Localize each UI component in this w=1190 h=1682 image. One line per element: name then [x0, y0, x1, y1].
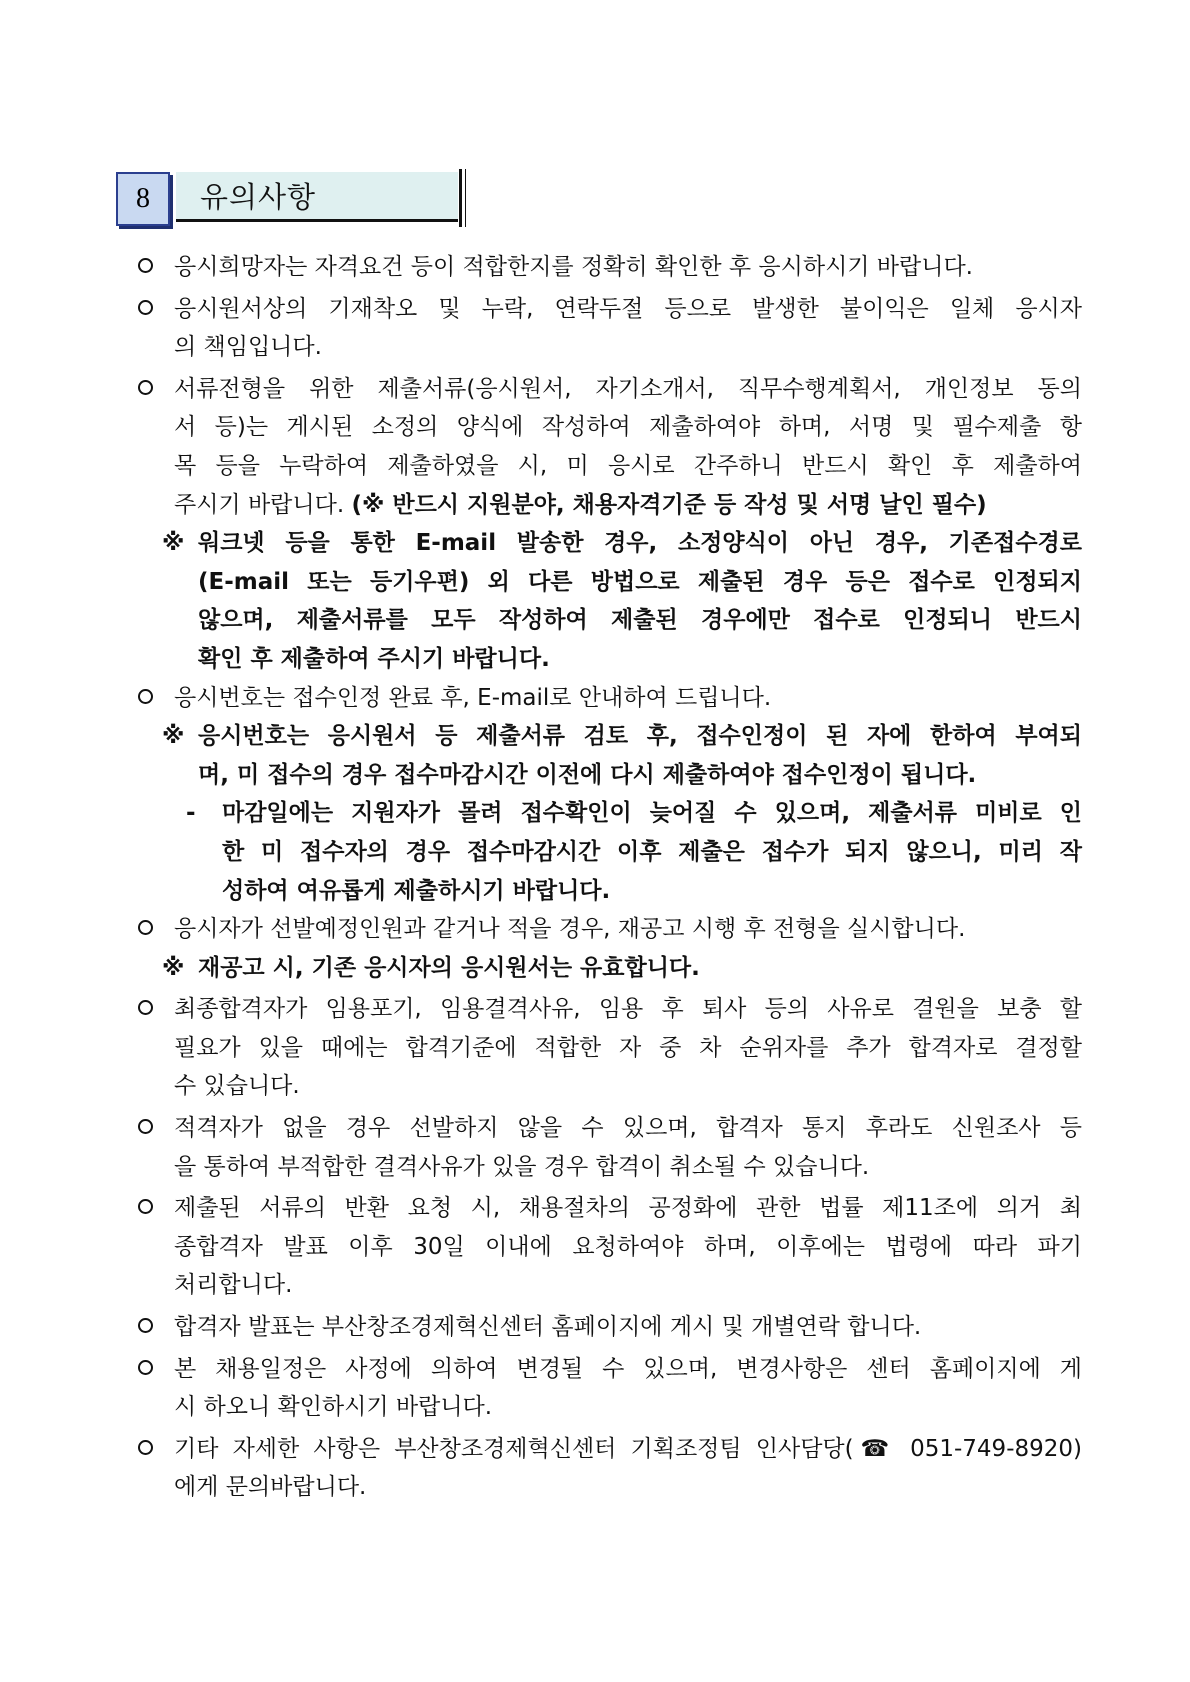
list-item: 적격자가 없을 경우 선발하지 않을 수 있으며, 합격자 통지 후라도 신원조사 등 을 통하여 부적합한 결격사유가 있을 경우 합격이 취소될 수 있습니다.	[138, 1109, 1082, 1186]
emphasis-note: ※ 재공고 시, 기존 응시자의 응시원서는 유효합니다.	[138, 949, 1082, 988]
section-number: 8	[116, 172, 170, 226]
circle-bullet-icon	[138, 920, 153, 935]
list-item: 응시자가 선발예정인원과 같거나 적을 경우, 재공고 시행 후 전형을 실시합니다.	[138, 910, 1082, 949]
title-divider-thin	[465, 169, 466, 227]
circle-bullet-icon	[138, 1119, 153, 1134]
circle-bullet-icon	[138, 1440, 153, 1455]
list-item: 응시번호는 접수인정 완료 후, E-mail로 안내하여 드립니다.	[138, 679, 1082, 718]
emphasis-note: ※ 응시번호는 응시원서 등 제출서류 검토 후, 접수인정이 된 자에 한하여 부여되 며, 미 접수의 경우 접수마감시간 이전에 다시 제출하여야 접수인정이 됩니다.	[138, 717, 1082, 794]
circle-bullet-icon	[138, 1199, 153, 1214]
list-item: 서류전형을 위한 제출서류(응시원서, 자기소개서, 직무수행계획서, 개인정보 동의 서 등)는 게시된 소정의 양식에 작성하여 제출하여야 하며, 서명 및 필수제출 항 목 등을 누락하여 제출하였을 시, 미 응시로 간주하니 반드시 확인 후 제출하여 주시기 바랍니다. (※ 반드시 지원분야, 채용자격기준 등 작성 및 서명 날인 필수)	[138, 370, 1082, 524]
list-item: 합격자 발표는 부산창조경제혁신센터 홈페이지에 게시 및 개별연락 합니다.	[138, 1308, 1082, 1347]
list-item: 최종합격자가 임용포기, 임용결격사유, 임용 후 퇴사 등의 사유로 결원을 보충 할 필요가 있을 때에는 합격기준에 적합한 자 중 차 순위자를 추가 합격자로 결정할 수 있습니다.	[138, 990, 1082, 1106]
list-item: 본 채용일정은 사정에 의하여 변경될 수 있으며, 변경사항은 센터 홈페이지에 게 시 하오니 확인하시기 바랍니다.	[138, 1350, 1082, 1427]
circle-bullet-icon	[138, 1360, 153, 1375]
dash-mark: -	[186, 800, 196, 827]
emphasis-subnote: - 마감일에는 지원자가 몰려 접수확인이 늦어질 수 있으며, 제출서류 미비로 인 한 미 접수자의 경우 접수마감시간 이후 제출은 접수가 되지 않으니, 미리 작 성하여 여유롭게 제출하시기 바랍니다.	[138, 794, 1082, 910]
reference-mark: ※	[162, 530, 185, 557]
list-item: 응시원서상의 기재착오 및 누락, 연락두절 등으로 발생한 불이익은 일체 응시자 의 책임입니다.	[138, 290, 1082, 367]
list-item: 기타 자세한 사항은 부산창조경제혁신센터 기획조정팀 인사담당(☎ 051-749-8920) 에게 문의바랍니다.	[138, 1430, 1082, 1507]
circle-bullet-icon	[138, 380, 153, 395]
circle-bullet-icon	[138, 258, 153, 273]
reference-mark: ※	[162, 723, 185, 750]
list-item: 응시희망자는 자격요건 등이 적합한지를 정확히 확인한 후 응시하시기 바랍니다.	[138, 248, 1082, 287]
reference-mark: ※	[162, 954, 185, 981]
circle-bullet-icon	[138, 300, 153, 315]
circle-bullet-icon	[138, 1318, 153, 1333]
list-item: 제출된 서류의 반환 요청 시, 채용절차의 공정화에 관한 법률 제11조에 의거 최 종합격자 발표 이후 30일 이내에 요청하여야 하며, 이후에는 법령에 따라 파기 처리합니다.	[138, 1189, 1082, 1305]
title-divider	[459, 169, 462, 227]
plain-text: 주시기 바랍니다.	[174, 491, 352, 518]
circle-bullet-icon	[138, 689, 153, 704]
section-title: 유의사항	[176, 172, 458, 222]
notice-list	[138, 248, 1082, 1507]
circle-bullet-icon	[138, 1000, 153, 1015]
required-note: (※ 반드시 지원분야, 채용자격기준 등 작성 및 서명 날인 필수)	[351, 491, 987, 518]
emphasis-note: ※ 워크넷 등을 통한 E-mail 발송한 경우, 소정양식이 아닌 경우, 기존접수경로 (E-mail 또는 등기우편) 외 다른 방법으로 제출된 경우 등은 접수로 인정되지 않으며, 제출서류를 모두 작성하여 제출된 경우에만 접수로 인정되니 반드시 확인 후 제출하여 주시기 바랍니다.	[138, 524, 1082, 678]
